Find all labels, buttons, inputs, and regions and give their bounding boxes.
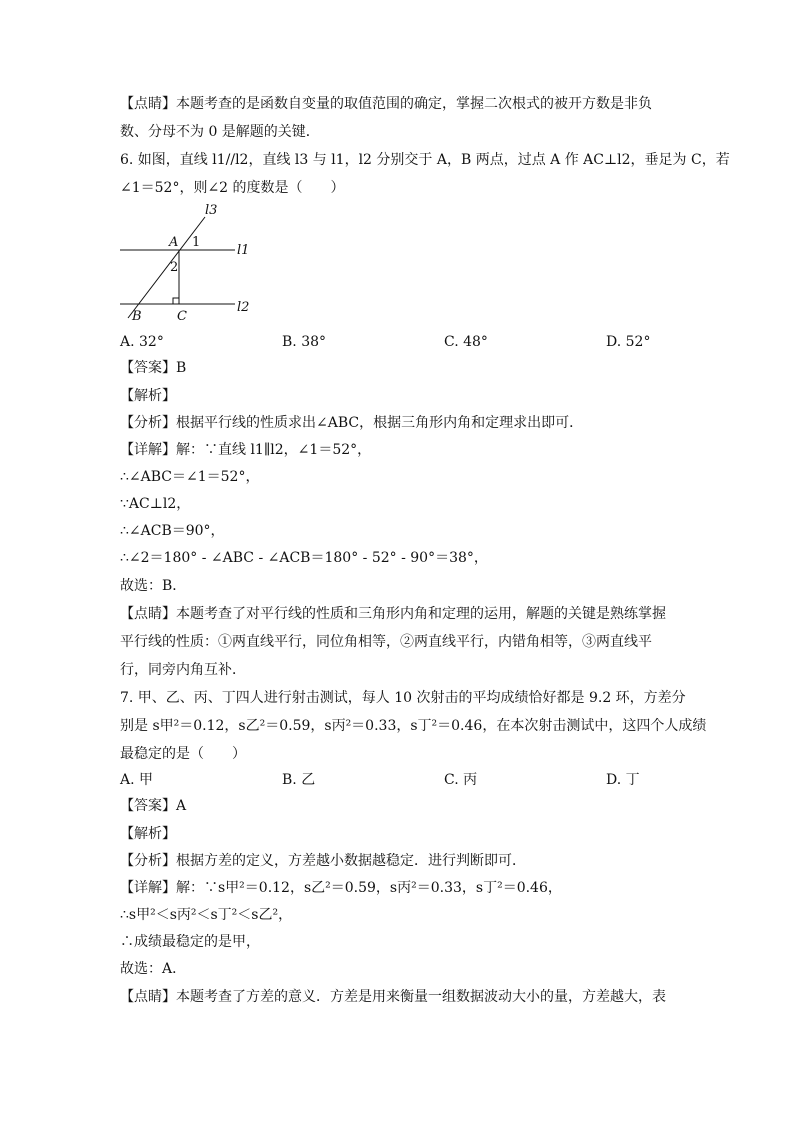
q7-stem-line-2: 别是 s甲²＝0.12，s乙²＝0.59，s丙²＝0.33，s丁²＝0.46，在本次射击测试中，这四个人成绩 [120,718,707,734]
q7-stem-line-1: 7. 甲、乙、丙、丁四人进行射击测试，每人 10 次射击的平均成绩恰好都是 9.2 环，方差分 [120,690,686,706]
q6-option-b: B. 38° [282,334,327,350]
q7-stem-line-3: 最稳定的是（ ） [120,746,246,762]
q7-option-d: D. 丁 [606,772,640,788]
prev-note-line-1: 【点睛】本题考查的是函数自变量的取值范围的确定，掌握二次根式的被开方数是非负 [120,96,652,112]
q7-detail-3: ∴成绩最稳定的是甲， [120,934,260,950]
q6-note-2: 平行线的性质：①两直线平行，同位角相等，②两直线平行，内错角相等，③两直线平 [120,634,652,650]
q6-option-c: C. 48° [444,334,488,350]
label-l1: l1 [237,243,250,258]
label-l3: l3 [205,203,218,218]
label-c: C [177,309,187,324]
q6-option-d: D. 52° [606,334,651,350]
q7-analysis: 【分析】根据方差的定义，方差越小数据越稳定．进行判断即可． [120,853,526,869]
label-angle-2: 2 [170,260,179,275]
q6-stem-line-1: 6. 如图，直线 l1//l2，直线 l3 与 l1，l2 分别交于 A，B 两点，过点 A 作 AC⊥l2，垂足为 C，若 [120,152,730,168]
q6-detail-3: ∵AC⊥l2， [120,496,191,512]
q7-note-1: 【点睛】本题考查了方差的意义．方差是用来衡量一组数据波动大小的量，方差越大，表 [120,989,666,1005]
q6-answer: 【答案】B [120,360,187,376]
q6-note-3: 行，同旁内角互补． [120,662,246,678]
q6-figure [115,200,265,325]
q7-analysis-heading: 【解析】 [120,826,176,842]
prev-note-line-2: 数、分母不为 0 是解题的关键． [120,124,320,140]
q6-stem-line-2: ∠1＝52°，则∠2 的度数是（ ） [120,180,345,196]
q7-answer: 【答案】A [120,798,187,814]
q7-detail-2: ∴s甲²＜s丙²＜s丁²＜s乙²， [120,907,293,923]
q7-option-a: A. 甲 [120,772,154,788]
q6-analysis-heading: 【解析】 [120,388,176,404]
q6-detail-2: ∴∠ABC＝∠1＝52°， [120,469,260,485]
label-l2: l2 [237,300,250,315]
q6-note-1: 【点睛】本题考查了对平行线的性质和三角形内角和定理的运用，解题的关键是熟练掌握 [120,606,666,622]
label-angle-1: 1 [192,235,201,250]
q6-detail-1: 【详解】解：∵直线 l1∥l2，∠1＝52°， [120,442,372,458]
label-b: B [132,309,142,324]
q6-detail-5: ∴∠2＝180° - ∠ABC - ∠ACB＝180° - 52° - 90°＝38°， [120,550,488,566]
q6-detail-4: ∴∠ACB＝90°， [120,523,225,539]
q7-option-c: C. 丙 [444,772,478,788]
q6-option-a: A. 32° [120,334,164,350]
q6-choice: 故选：B． [120,578,187,594]
right-angle-mark [173,298,179,304]
line-l3 [128,217,205,318]
q6-analysis: 【分析】根据平行线的性质求出∠ABC，根据三角形内角和定理求出即可． [120,415,584,431]
q7-choice: 故选：A． [120,961,187,977]
q7-detail-1: 【详解】解：∵s甲²＝0.12，s乙²＝0.59，s丙²＝0.33，s丁²＝0.46， [120,880,562,896]
q7-option-b: B. 乙 [282,772,316,788]
label-a: A [169,235,179,250]
